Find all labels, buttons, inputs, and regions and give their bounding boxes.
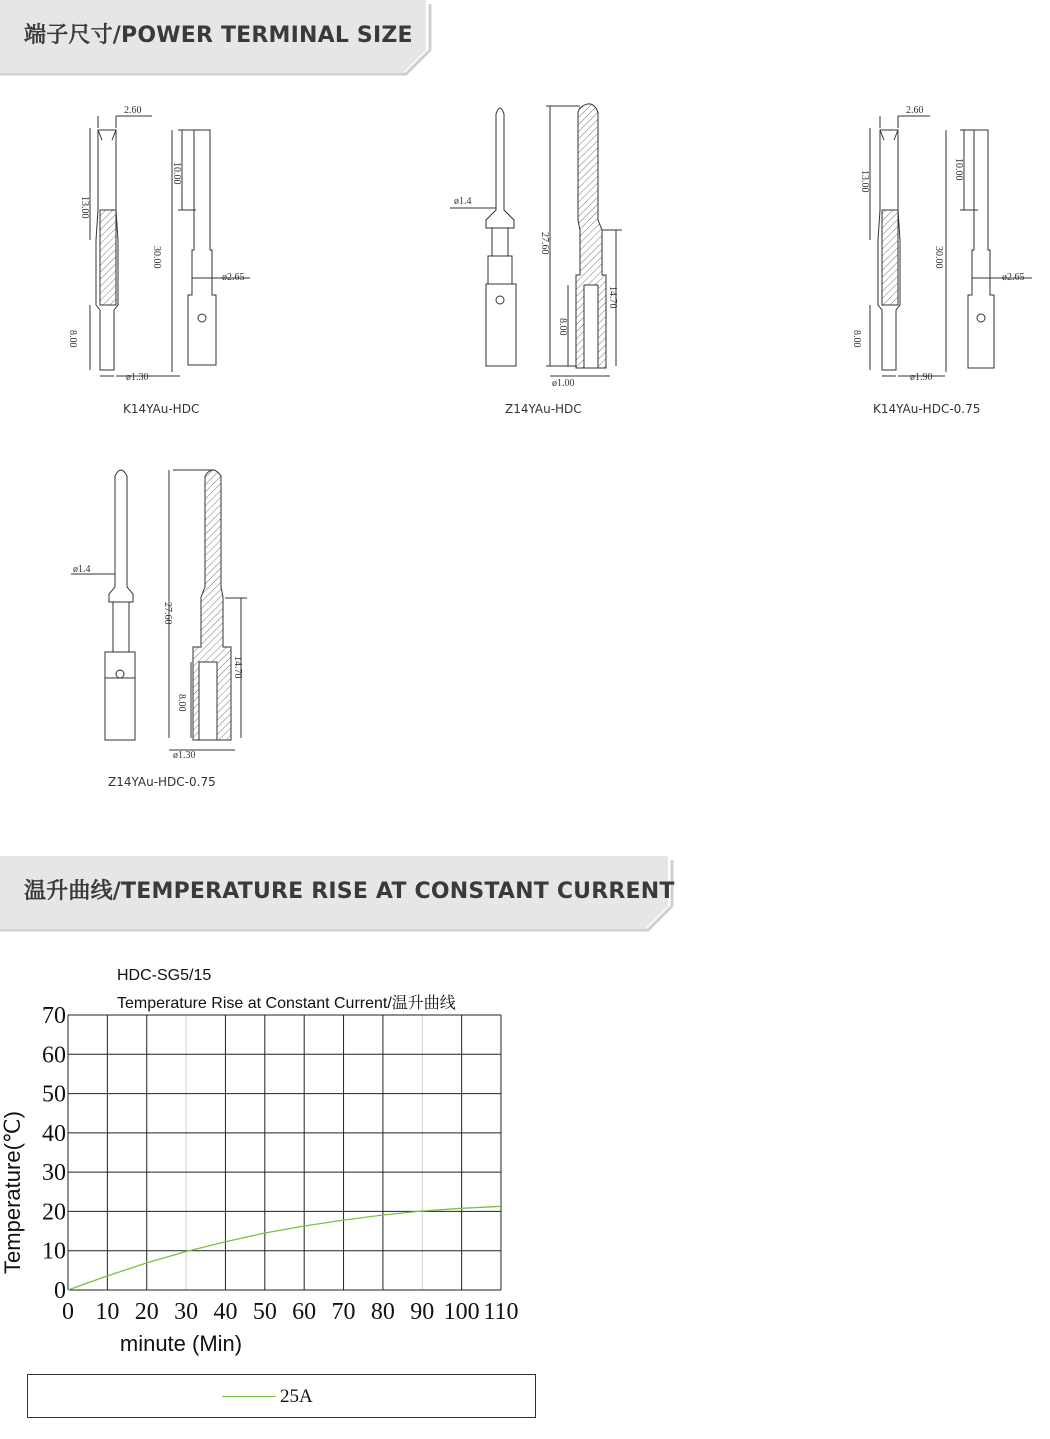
x-tick-label: 70 <box>331 1299 356 1325</box>
dim-pin-length: 10.00 <box>953 158 964 181</box>
dim-total-length: 30.00 <box>933 246 944 269</box>
y-tick-label: 60 <box>42 1042 66 1069</box>
dim-bore: ø1.30 <box>173 750 196 761</box>
x-tick-label: 30 <box>174 1299 199 1325</box>
legend-label: 25A <box>280 1386 313 1407</box>
dim-lower-length: 8.00 <box>67 330 78 348</box>
dim-bore: ø1.30 <box>126 372 149 383</box>
chart-grid <box>68 1015 501 1290</box>
terminal-caption: K14YAu-HDC <box>123 402 200 416</box>
dim-top-width: 2.60 <box>906 105 924 116</box>
x-axis-ticks <box>62 1299 519 1325</box>
dim-depth: 14.70 <box>607 286 618 309</box>
terminal-drawing-k14yau-hdc <box>60 100 280 390</box>
terminal-caption: K14YAu-HDC-0.75 <box>873 402 981 416</box>
y-tick-label: 0 <box>54 1278 66 1304</box>
dim-pin-diameter: ø1.4 <box>73 564 91 575</box>
chart-legend <box>27 1374 536 1418</box>
x-tick-label: 0 <box>62 1299 74 1325</box>
y-tick-label: 70 <box>42 1003 66 1029</box>
dim-pin-length: 10.00 <box>171 162 182 185</box>
y-tick-label: 30 <box>42 1160 66 1187</box>
dim-lower-length: 8.00 <box>176 694 187 712</box>
y-tick-label: 10 <box>42 1238 66 1265</box>
x-tick-label: 10 <box>95 1299 120 1325</box>
dim-bore: ø1.90 <box>910 372 933 383</box>
dim-top-width: 2.60 <box>124 105 142 116</box>
section-banner-terminal <box>0 0 440 80</box>
x-tick-label: 40 <box>213 1299 238 1325</box>
y-tick-label: 40 <box>42 1120 66 1147</box>
x-tick-label: 110 <box>483 1299 519 1325</box>
dim-upper-length: 13.00 <box>859 170 870 193</box>
dim-pin-diameter: ø1.4 <box>454 196 472 207</box>
dim-diameter: ø2.65 <box>222 272 245 283</box>
temperature-chart <box>0 1000 540 1365</box>
x-axis-label: minute (Min) <box>119 1331 243 1356</box>
terminal-drawing-z14yau-hdc <box>440 100 640 390</box>
section-banner-temperature <box>0 856 690 936</box>
y-axis-label: Temperature(℃) <box>0 1111 25 1274</box>
dim-lower-length: 8.00 <box>557 318 568 336</box>
terminal-drawing-k14yau-hdc-075 <box>840 100 1045 390</box>
section-title-temperature: 温升曲线/TEMPERATURE RISE AT CONSTANT CURRENT <box>24 879 675 904</box>
terminal-caption: Z14YAu-HDC <box>505 402 582 416</box>
x-tick-label: 60 <box>292 1299 317 1325</box>
dim-total-length: 27.60 <box>539 232 550 255</box>
dim-diameter: ø2.65 <box>1002 272 1025 283</box>
dim-depth: 14.70 <box>232 656 243 679</box>
terminal-drawing-z14yau-hdc-075 <box>65 462 265 762</box>
x-tick-label: 100 <box>443 1299 480 1325</box>
terminal-caption: Z14YAu-HDC-0.75 <box>108 775 216 789</box>
chart-series <box>68 1206 501 1290</box>
y-tick-label: 20 <box>42 1199 66 1226</box>
x-tick-label: 20 <box>134 1299 159 1325</box>
y-axis-ticks <box>42 1003 66 1304</box>
series-line <box>68 1206 501 1290</box>
dim-upper-length: 13.00 <box>79 196 90 219</box>
dim-lower-length: 8.00 <box>851 330 862 348</box>
y-tick-label: 50 <box>42 1081 66 1108</box>
dim-total-length: 30.00 <box>151 246 162 269</box>
x-tick-label: 50 <box>252 1299 277 1325</box>
section-title-terminal: 端子尺寸/POWER TERMINAL SIZE <box>24 23 413 48</box>
dim-bore: ø1.00 <box>552 378 575 389</box>
chart-subtitle: Temperature Rise at Constant Current/温升曲线 <box>117 995 456 1012</box>
legend-line-swatch <box>222 1396 276 1397</box>
dim-total-length: 27.60 <box>162 602 173 625</box>
x-tick-label: 80 <box>370 1299 395 1325</box>
x-tick-label: 90 <box>410 1299 435 1325</box>
chart-title: HDC-SG5/15 <box>117 967 212 984</box>
